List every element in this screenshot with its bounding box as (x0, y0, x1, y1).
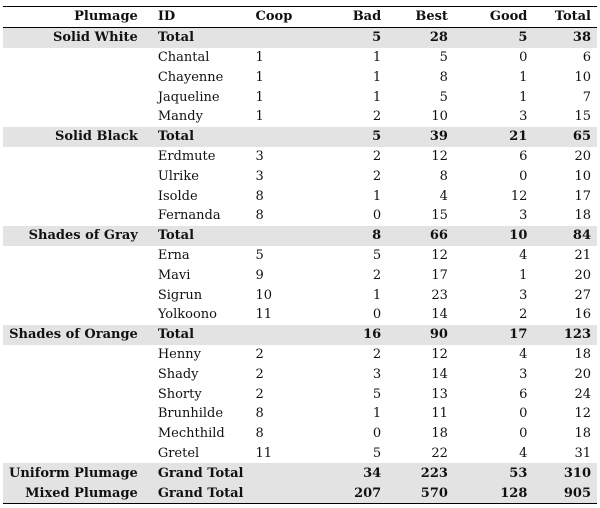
cell-good: 10 (454, 226, 533, 246)
cell-coop: 1 (255, 69, 264, 85)
cell-id: Total (152, 226, 250, 246)
cell-coop (250, 127, 322, 147)
cell-coop: 8 (255, 208, 264, 224)
table-body (3, 27, 597, 503)
cell-best: 22 (431, 445, 448, 461)
cell-total: 24 (574, 386, 591, 402)
cell-good: 6 (519, 386, 528, 402)
cell-total: 10 (574, 168, 591, 184)
cell-good: 4 (519, 247, 528, 263)
cell-good: 21 (454, 127, 533, 147)
cell-bad: 207 (322, 483, 388, 503)
header-bad: Bad (322, 7, 388, 28)
table-row (3, 364, 597, 384)
cell-coop: 10 (255, 287, 273, 303)
cell-plumage: Shades of Orange (3, 325, 152, 345)
cell-total: 18 (574, 208, 591, 224)
cell-id: Jaqueline (157, 89, 220, 105)
cell-total: 21 (574, 247, 591, 263)
cell-bad: 2 (372, 346, 382, 362)
cell-total: 310 (533, 463, 597, 483)
cell-good: 12 (510, 188, 528, 204)
header-coop: Coop (250, 7, 322, 28)
cell-total: 20 (574, 148, 591, 164)
cell-plumage (3, 424, 152, 444)
cell-bad: 0 (372, 307, 382, 323)
cell-total: 15 (574, 109, 591, 125)
cell-bad: 5 (372, 247, 382, 263)
cell-id: Chayenne (157, 69, 224, 85)
cell-bad: 1 (372, 49, 382, 65)
group-total-row (3, 127, 597, 147)
cell-best: 18 (431, 426, 448, 442)
cell-plumage (3, 246, 152, 266)
cell-id: Shady (157, 366, 199, 382)
cell-coop: 11 (255, 445, 273, 461)
cell-plumage (3, 345, 152, 365)
cell-good: 6 (519, 148, 528, 164)
cell-id: Brunhilde (157, 406, 224, 422)
cell-good: 0 (519, 426, 528, 442)
table-row (3, 285, 597, 305)
cell-total: 17 (574, 188, 591, 204)
cell-plumage: Solid Black (3, 127, 152, 147)
table-row (3, 48, 597, 68)
cell-coop: 3 (255, 148, 264, 164)
cell-good: 3 (519, 208, 528, 224)
table-row (3, 107, 597, 127)
cell-total: 905 (533, 483, 597, 503)
cell-bad: 0 (372, 426, 382, 442)
cell-total: 18 (574, 346, 591, 362)
cell-bad: 34 (322, 463, 388, 483)
cell-plumage (3, 404, 152, 424)
cell-plumage (3, 285, 152, 305)
cell-plumage (3, 265, 152, 285)
header-plumage: Plumage (3, 7, 152, 28)
cell-best: 66 (387, 226, 454, 246)
cell-coop (250, 325, 322, 345)
cell-plumage (3, 147, 152, 167)
cell-best: 8 (439, 168, 448, 184)
header-id: ID (152, 7, 250, 28)
cell-total: 16 (574, 307, 591, 323)
cell-id: Total (152, 27, 250, 47)
cell-bad: 1 (372, 89, 382, 105)
header-good: Good (454, 7, 533, 28)
cell-bad: 5 (372, 386, 382, 402)
cell-id: Total (152, 325, 250, 345)
cell-best: 39 (387, 127, 454, 147)
table-row (3, 186, 597, 206)
cell-good: 128 (454, 483, 533, 503)
table-row (3, 404, 597, 424)
cell-total: 38 (533, 27, 597, 47)
cell-best: 17 (431, 267, 448, 283)
cell-coop (250, 483, 322, 503)
cell-bad: 2 (372, 148, 382, 164)
cell-plumage: Solid White (3, 27, 152, 47)
table-row (3, 147, 597, 167)
cell-id: Mavi (157, 267, 191, 283)
table-row (3, 265, 597, 285)
cell-id: Fernanda (157, 208, 221, 224)
cell-id: Chantal (157, 49, 210, 65)
cell-plumage (3, 186, 152, 206)
cell-bad: 8 (322, 226, 388, 246)
cell-id: Gretel (157, 445, 200, 461)
cell-best: 223 (387, 463, 454, 483)
cell-good: 0 (519, 49, 528, 65)
cell-good: 2 (519, 307, 528, 323)
table-row (3, 166, 597, 186)
cell-plumage (3, 384, 152, 404)
cell-plumage (3, 48, 152, 68)
cell-bad: 1 (372, 69, 382, 85)
group-total-row (3, 27, 597, 47)
table-row (3, 444, 597, 464)
cell-bad: 5 (322, 127, 388, 147)
cell-total: 20 (574, 267, 591, 283)
cell-coop: 5 (255, 247, 264, 263)
group-total-row (3, 226, 597, 246)
cell-good: 0 (519, 168, 528, 184)
cell-good: 1 (519, 89, 528, 105)
table-row (3, 87, 597, 107)
cell-good: 0 (519, 406, 528, 422)
cell-plumage (3, 166, 152, 186)
cell-best: 28 (387, 27, 454, 47)
cell-id: Henny (157, 346, 201, 362)
cell-bad: 16 (322, 325, 388, 345)
cell-total: 20 (574, 366, 591, 382)
cell-coop: 2 (255, 386, 264, 402)
cell-id: Ulrike (157, 168, 199, 184)
cell-best: 23 (431, 287, 448, 303)
cell-coop: 2 (255, 366, 264, 382)
cell-bad: 5 (322, 27, 388, 47)
cell-good: 1 (519, 69, 528, 85)
table-row (3, 345, 597, 365)
table-row (3, 424, 597, 444)
cell-best: 14 (431, 307, 448, 323)
cell-coop: 8 (255, 406, 264, 422)
cell-coop (250, 27, 322, 47)
cell-coop: 8 (255, 426, 264, 442)
cell-good: 5 (454, 27, 533, 47)
cell-best: 12 (431, 346, 448, 362)
header-row (3, 7, 597, 28)
cell-id: Erna (157, 247, 190, 263)
table-row (3, 305, 597, 325)
cell-good: 4 (519, 445, 528, 461)
cell-bad: 1 (372, 188, 382, 204)
table-row (3, 246, 597, 266)
cell-coop: 11 (255, 307, 273, 323)
cell-plumage (3, 206, 152, 226)
cell-plumage: Uniform Plumage (3, 463, 152, 483)
cell-id: Isolde (157, 188, 198, 204)
cell-best: 13 (431, 386, 448, 402)
cell-best: 14 (431, 366, 448, 382)
cell-coop (250, 463, 322, 483)
table-row (3, 206, 597, 226)
cell-best: 5 (439, 49, 448, 65)
table-header (3, 7, 597, 28)
cell-id: Erdmute (157, 148, 216, 164)
cell-good: 3 (519, 287, 528, 303)
cell-total: 123 (533, 325, 597, 345)
cell-coop: 8 (255, 188, 264, 204)
cell-good: 4 (519, 346, 528, 362)
cell-best: 12 (431, 247, 448, 263)
cell-good: 17 (454, 325, 533, 345)
cell-coop: 9 (255, 267, 264, 283)
header-total: Total (533, 7, 597, 28)
cell-plumage (3, 444, 152, 464)
cell-bad: 2 (372, 168, 382, 184)
grand-total-row (3, 483, 597, 503)
cell-total: 31 (574, 445, 591, 461)
cell-plumage (3, 364, 152, 384)
cell-total: 84 (533, 226, 597, 246)
cell-bad: 0 (372, 208, 382, 224)
cell-best: 570 (387, 483, 454, 503)
cell-id: Grand Total (152, 483, 250, 503)
cell-total: 7 (582, 89, 591, 105)
cell-coop (250, 226, 322, 246)
cell-id: Mechthild (157, 426, 225, 442)
cell-plumage: Mixed Plumage (3, 483, 152, 503)
cell-coop: 3 (255, 168, 264, 184)
cell-plumage: Shades of Gray (3, 226, 152, 246)
cell-best: 10 (431, 109, 448, 125)
cell-id: Yolkoono (157, 307, 217, 323)
cell-id: Shorty (157, 386, 202, 402)
cell-id: Total (152, 127, 250, 147)
cell-best: 5 (439, 89, 448, 105)
cell-good: 53 (454, 463, 533, 483)
cell-coop: 2 (255, 346, 264, 362)
cell-best: 4 (439, 188, 448, 204)
cell-bad: 5 (372, 445, 382, 461)
header-best: Best (387, 7, 454, 28)
table-row (3, 67, 597, 87)
cell-total: 27 (574, 287, 591, 303)
cell-best: 15 (431, 208, 448, 224)
table-row (3, 384, 597, 404)
cell-total: 10 (574, 69, 591, 85)
cell-coop: 1 (255, 89, 264, 105)
cell-id: Grand Total (152, 463, 250, 483)
cell-total: 18 (574, 426, 591, 442)
cell-coop: 1 (255, 49, 264, 65)
cell-plumage (3, 87, 152, 107)
cell-bad: 1 (372, 287, 382, 303)
cell-best: 11 (431, 406, 448, 422)
grand-total-row (3, 463, 597, 483)
cell-total: 65 (533, 127, 597, 147)
cell-good: 1 (519, 267, 528, 283)
cell-plumage (3, 107, 152, 127)
cell-total: 6 (582, 49, 591, 65)
cell-best: 90 (387, 325, 454, 345)
cell-bad: 1 (372, 406, 382, 422)
cell-total: 12 (574, 406, 591, 422)
cell-id: Sigrun (157, 287, 203, 303)
cell-id: Mandy (157, 109, 203, 125)
cell-plumage (3, 67, 152, 87)
cell-bad: 3 (372, 366, 382, 382)
cell-plumage (3, 305, 152, 325)
group-total-row (3, 325, 597, 345)
cell-good: 3 (519, 109, 528, 125)
cell-coop: 1 (255, 109, 264, 125)
cell-bad: 2 (372, 109, 382, 125)
plumage-table (3, 6, 597, 504)
cell-best: 12 (431, 148, 448, 164)
cell-good: 3 (519, 366, 528, 382)
cell-best: 8 (439, 69, 448, 85)
cell-bad: 2 (372, 267, 382, 283)
